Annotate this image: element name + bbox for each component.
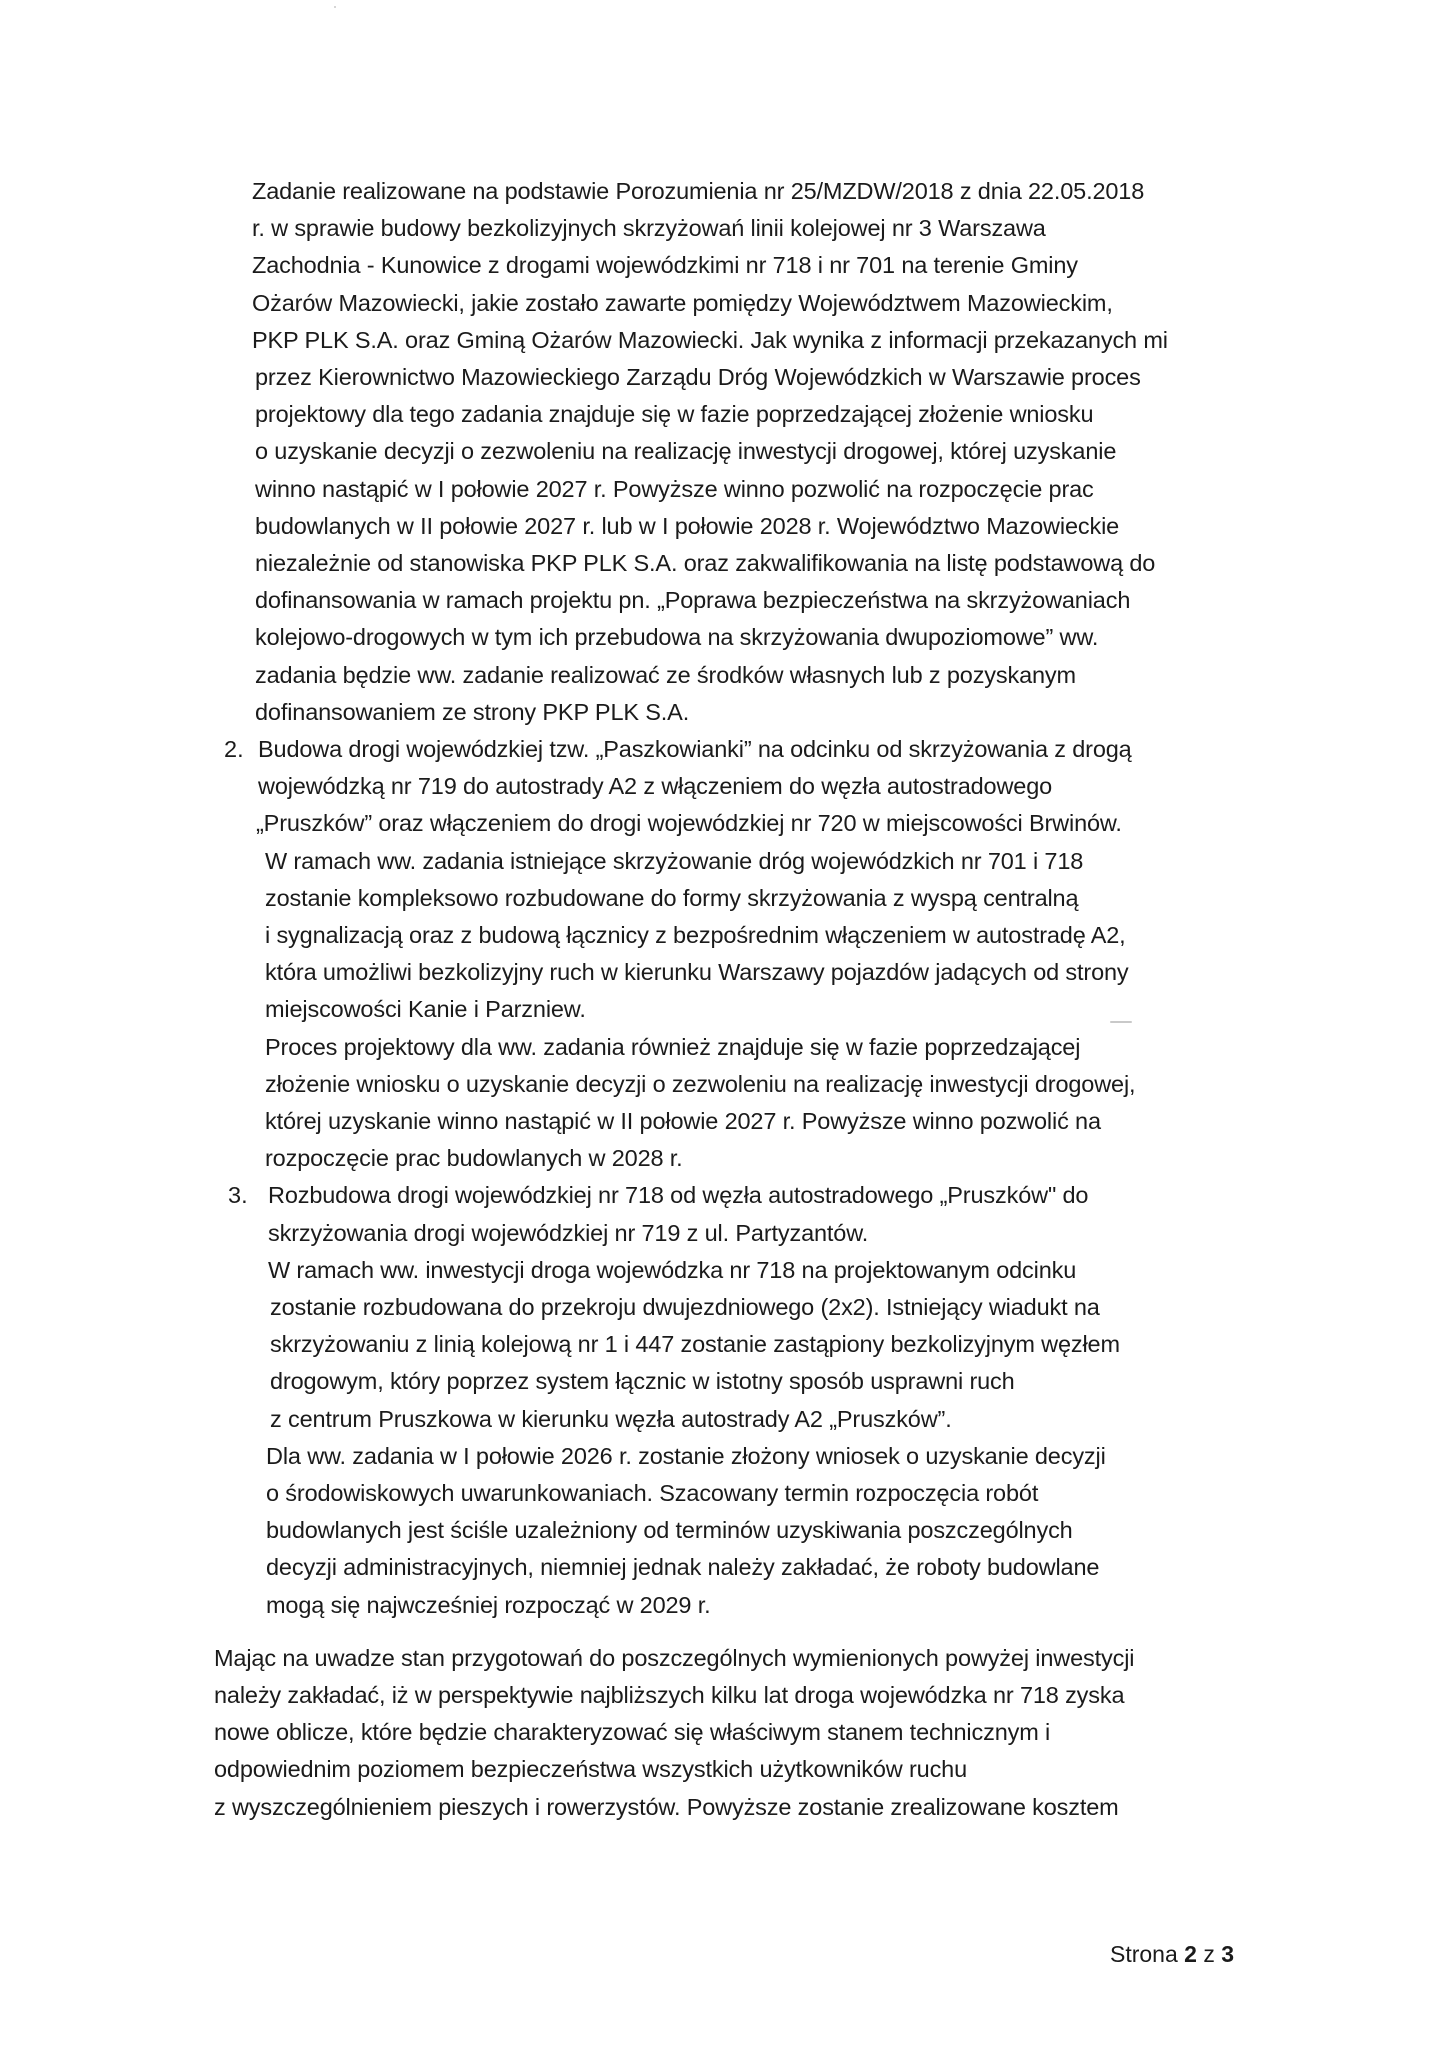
list-number: 3. bbox=[228, 1182, 248, 1209]
list-item-line: budowlanych jest ściśle uzależniony od terminów uzyskiwania poszczególnych bbox=[266, 1517, 1073, 1544]
list-item-line: zostanie rozbudowana do przekroju dwujezdniowego (2x2). Istniejący wiadukt na bbox=[270, 1294, 1100, 1320]
list-item-line: decyzji administracyjnych, niemniej jednak należy zakładać, że roboty budowlane bbox=[266, 1554, 1100, 1581]
paragraph-line: PKP PLK S.A. oraz Gminą Ożarów Mazowiecki. Jak wynika z informacji przekazanych mi bbox=[252, 326, 1168, 353]
closing-paragraph-line: należy zakładać, iż w perspektywie najbliższych kilku lat droga wojewódzka nr 718 zyska bbox=[214, 1682, 1125, 1708]
page-separator: z bbox=[1203, 1941, 1215, 1967]
paragraph-line: przez Kierownictwo Mazowieckiego Zarządu Dróg Wojewódzkich w Warszawie proces bbox=[255, 364, 1141, 390]
paragraph-line: r. w sprawie budowy bezkolizyjnych skrzyżowań linii kolejowej nr 3 Warszawa bbox=[252, 215, 1046, 242]
paragraph-line: dofinansowaniem ze strony PKP PLK S.A. bbox=[255, 698, 690, 725]
paragraph-line: projektowy dla tego zadania znajduje się w fazie poprzedzającej złożenie wniosku bbox=[255, 401, 1094, 428]
list-item-line: z centrum Pruszkowa w kierunku węzła autostrady A2 „Pruszków”. bbox=[270, 1405, 952, 1432]
list-item-line: Proces projektowy dla ww. zadania również znajduje się w fazie poprzedzającej bbox=[265, 1033, 1081, 1060]
page-number bbox=[1110, 1940, 1234, 1968]
list-item-line: o środowiskowych uwarunkowaniach. Szacowany termin rozpoczęcia robót bbox=[266, 1480, 1039, 1506]
paragraph-line: zadania będzie ww. zadanie realizować ze środków własnych lub z pozyskanym bbox=[255, 661, 1076, 688]
list-item-line: miejscowości Kanie i Parzniew. bbox=[265, 996, 586, 1023]
paragraph-line: budowlanych w II połowie 2027 r. lub w I połowie 2028 r. Województwo Mazowieckie bbox=[255, 512, 1120, 539]
paragraph-line: winno nastąpić w I połowie 2027 r. Powyższe winno pozwolić na rozpoczęcie prac bbox=[255, 475, 1094, 502]
list-item-line: która umożliwi bezkolizyjny ruch w kierunku Warszawy pojazdów jadących od strony bbox=[265, 959, 1129, 986]
list-item-line: Rozbudowa drogi wojewódzkiej nr 718 od węzła autostradowego „Pruszków" do bbox=[268, 1182, 1089, 1209]
list-item-line: drogowym, który poprzez system łącznic w istotny sposób usprawni ruch bbox=[270, 1368, 1015, 1395]
paragraph-line: niezależnie od stanowiska PKP PLK S.A. oraz zakwalifikowania na listę podstawową do bbox=[255, 550, 1156, 576]
paragraph-line: kolejowo-drogowych w tym ich przebudowa na skrzyżowania dwupoziomowe” ww. bbox=[255, 624, 1099, 651]
paragraph-line: Ożarów Mazowiecki, jakie zostało zawarte pomiędzy Województwem Mazowieckim, bbox=[252, 289, 1113, 316]
list-item-line: której uzyskanie winno nastąpić w II połowie 2027 r. Powyższe winno pozwolić na bbox=[265, 1108, 1101, 1134]
closing-paragraph-line: Mając na uwadze stan przygotowań do poszczególnych wymienionych powyżej inwestycji bbox=[214, 1644, 1135, 1671]
list-item-line: Budowa drogi wojewódzkiej tzw. „Paszkowianki” na odcinku od skrzyżowania z drogą bbox=[258, 736, 1132, 762]
closing-paragraph-line: z wyszczególnieniem pieszych i rowerzystów. Powyższe zostanie zrealizowane kosztem bbox=[214, 1793, 1119, 1820]
list-item-line: i sygnalizacją oraz z budową łącznicy z bezpośrednim włączeniem w autostradę A2, bbox=[265, 922, 1126, 948]
list-item-line: W ramach ww. zadania istniejące skrzyżowanie dróg wojewódzkich nr 701 i 718 bbox=[265, 847, 1084, 874]
closing-paragraph-line: nowe oblicze, które będzie charakteryzować się właściwym stanem technicznym i bbox=[214, 1719, 1051, 1746]
list-item-line: „Pruszków” oraz włączeniem do drogi wojewódzkiej nr 720 w miejscowości Brwinów. bbox=[256, 810, 1122, 837]
scan-artifact bbox=[334, 6, 336, 8]
closing-paragraph-line: odpowiednim poziomem bezpieczeństwa wszystkich użytkowników ruchu bbox=[214, 1756, 968, 1783]
list-item-line: skrzyżowaniu z linią kolejową nr 1 i 447 zostanie zastąpiony bezkolizyjnym węzłem bbox=[270, 1331, 1120, 1358]
scan-artifact bbox=[1110, 1021, 1132, 1023]
total-pages: 3 bbox=[1221, 1941, 1235, 1967]
paragraph-line: o uzyskanie decyzji o zezwoleniu na realizację inwestycji drogowej, której uzyskanie bbox=[255, 438, 1117, 465]
list-item-line: W ramach ww. inwestycji droga wojewódzka nr 718 na projektowanym odcinku bbox=[268, 1256, 1077, 1283]
list-number: 2. bbox=[224, 736, 244, 762]
paragraph-line: Zadanie realizowane na podstawie Porozumienia nr 25/MZDW/2018 z dnia 22.05.2018 bbox=[252, 178, 1145, 204]
list-item-line: skrzyżowania drogi wojewódzkiej nr 719 z ul. Partyzantów. bbox=[268, 1219, 869, 1246]
list-item-line: Dla ww. zadania w I połowie 2026 r. zostanie złożony wniosek o uzyskanie decyzji bbox=[266, 1442, 1106, 1469]
list-item-line: rozpoczęcie prac budowlanych w 2028 r. bbox=[265, 1145, 683, 1172]
list-item-line: złożenie wniosku o uzyskanie decyzji o zezwoleniu na realizację inwestycji drogowej, bbox=[265, 1070, 1136, 1097]
list-item-line: wojewódzką nr 719 do autostrady A2 z włączeniem do węzła autostradowego bbox=[258, 773, 1053, 800]
page-label: Strona bbox=[1110, 1941, 1178, 1967]
list-item-line: zostanie kompleksowo rozbudowane do formy skrzyżowania z wyspą centralną bbox=[265, 884, 1079, 911]
list-item-line: mogą się najwcześniej rozpocząć w 2029 r. bbox=[266, 1591, 711, 1618]
paragraph-line: dofinansowania w ramach projektu pn. „Poprawa bezpieczeństwa na skrzyżowaniach bbox=[255, 587, 1131, 614]
current-page: 2 bbox=[1184, 1941, 1197, 1967]
paragraph-line: Zachodnia - Kunowice z drogami wojewódzkimi nr 718 i nr 701 na terenie Gminy bbox=[252, 252, 1078, 279]
